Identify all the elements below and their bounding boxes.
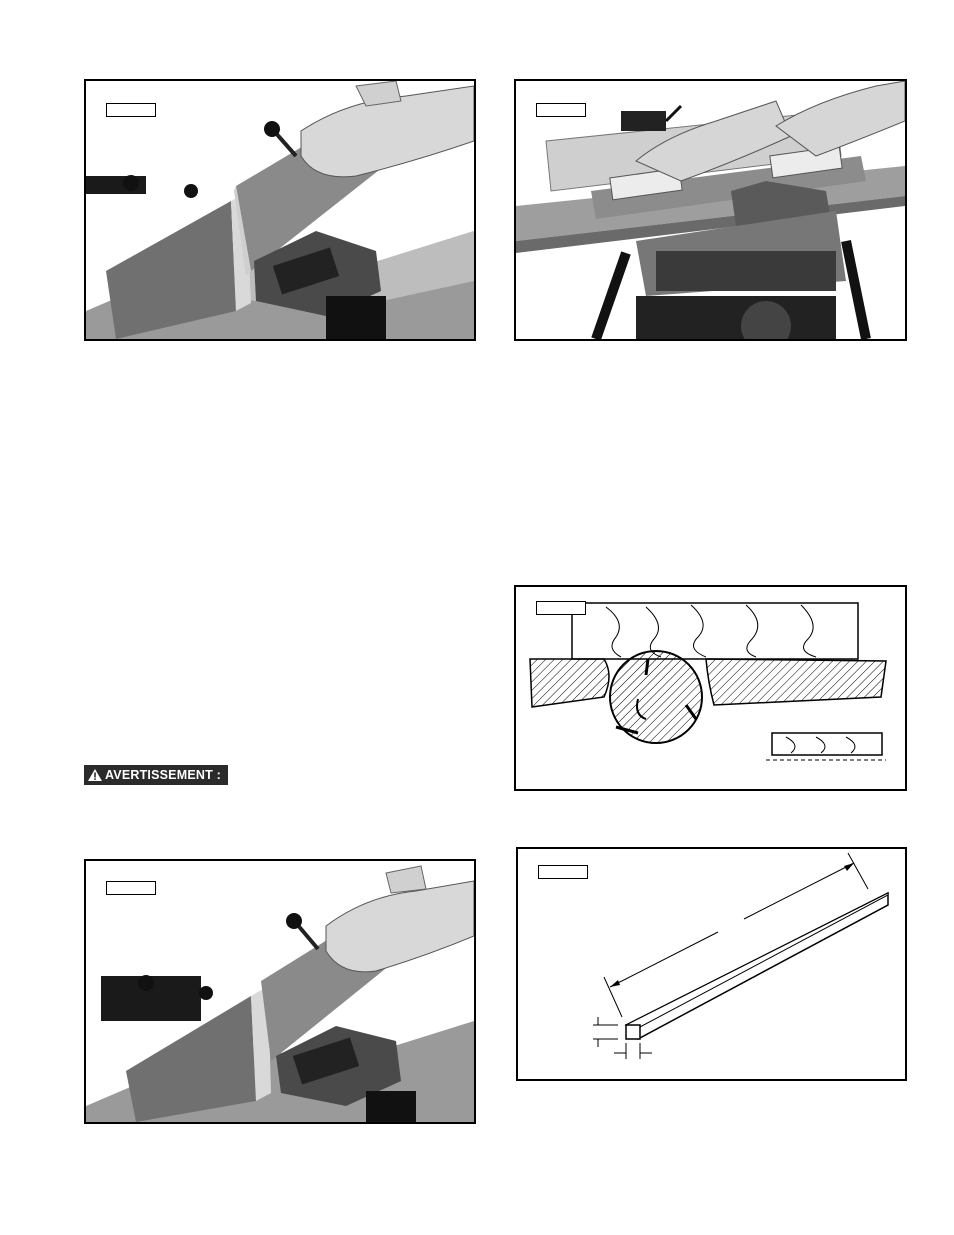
cutterhead-diagram	[516, 587, 905, 789]
jointer-photo	[86, 81, 474, 339]
figure-diagram-stock	[516, 847, 907, 1081]
figure-number-box	[536, 601, 586, 615]
warning-triangle-icon	[88, 769, 102, 781]
figure-number-box	[536, 103, 586, 117]
warning-label: AVERTISSEMENT :	[105, 768, 221, 782]
figure-number-box	[538, 865, 588, 879]
figure-photo-top-right	[514, 79, 907, 341]
figure-number-box	[106, 881, 156, 895]
stock-dimension-diagram	[518, 849, 905, 1079]
jointer-push-block-photo	[516, 81, 905, 339]
figure-diagram-cutterhead	[514, 585, 907, 791]
warning-banner	[84, 765, 228, 785]
figure-photo-top-left	[84, 79, 476, 341]
figure-number-box	[106, 103, 156, 117]
figure-photo-bottom-left	[84, 859, 476, 1124]
jointer-photo	[86, 861, 474, 1122]
